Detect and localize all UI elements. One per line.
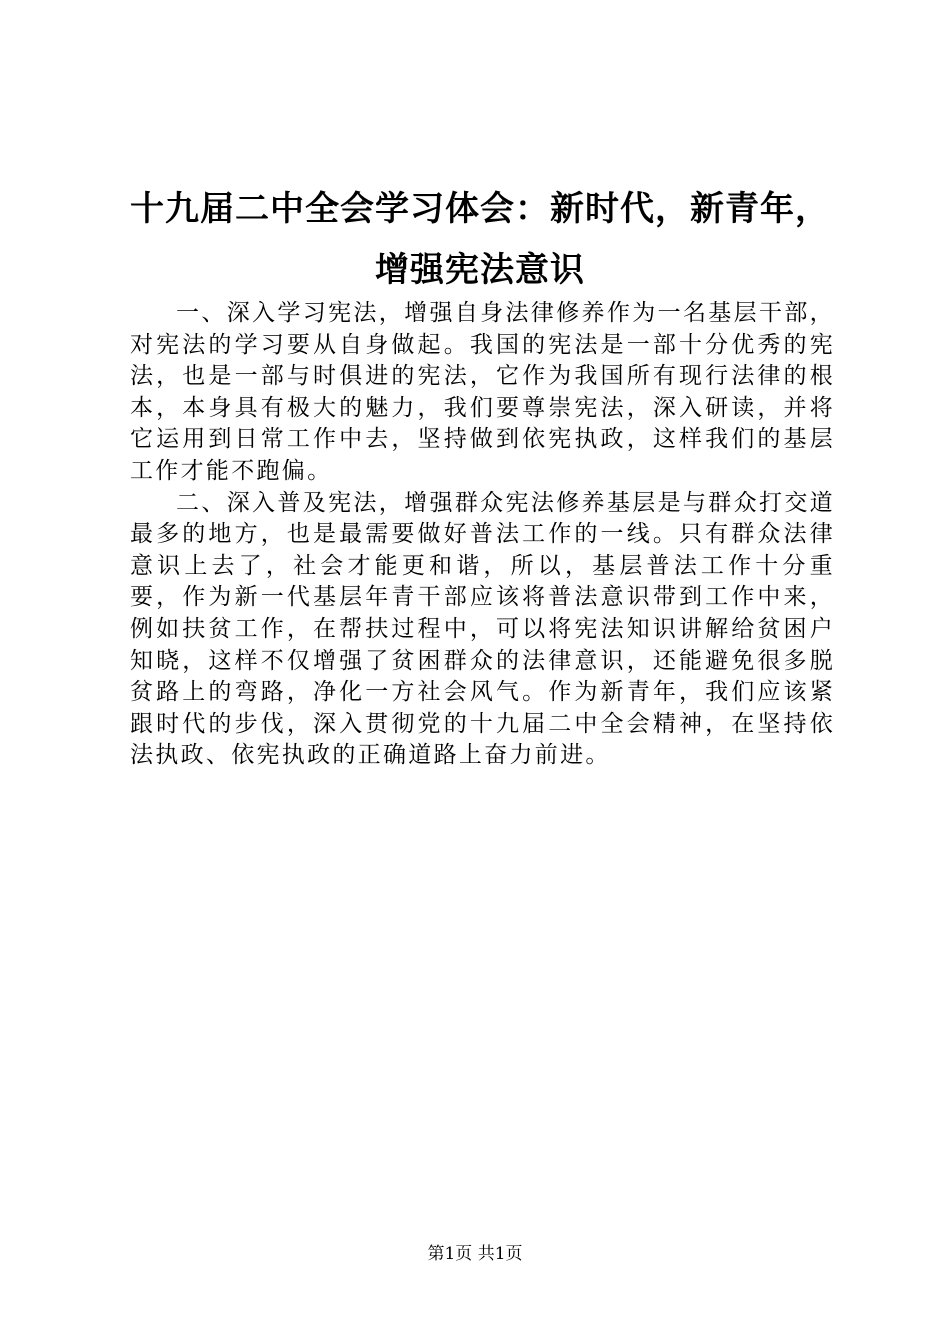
paragraph-1: 一、深入学习宪法，增强自身法律修养作为一名基层干部，对宪法的学习要从自身做起。我国的宪法是一部十分优秀的宪法，也是一部与时俱进的宪法，它作为我国所有现行法律的根本，本身具有极大的魅力，我们要尊崇宪法，深入研读，并将它运用到日常工作中去，坚持做到依宪执政，这样我们的基层工作才能不跑偏。 xyxy=(130,300,835,484)
page-number-footer: 第1页 共1页 xyxy=(427,1244,523,1264)
document-title-line-2: 增强宪法意识 xyxy=(375,250,585,290)
document-body xyxy=(130,298,835,772)
document-title-line-1: 十九届二中全会学习体会：新时代，新青年， xyxy=(130,189,830,229)
paragraph-2: 二、深入普及宪法，增强群众宪法修养基层是与群众打交道最多的地方，也是最需要做好普法工作的一线。只有群众法律意识上去了，社会才能更和谐，所以，基层普法工作十分重要，作为新一代基层年青干部应该将普法意识带到工作中来，例如扶贫工作，在帮扶过程中，可以将宪法知识讲解给贫困户知晓，这样不仅增强了贫困群众的法律意识，还能避免很多脱贫路上的弯路，净化一方社会风气。作为新青年，我们应该紧跟时代的步伐，深入贯彻党的十九届二中全会精神，在坚持依法执政、依宪执政的正确道路上奋力前进。 xyxy=(130,489,835,769)
